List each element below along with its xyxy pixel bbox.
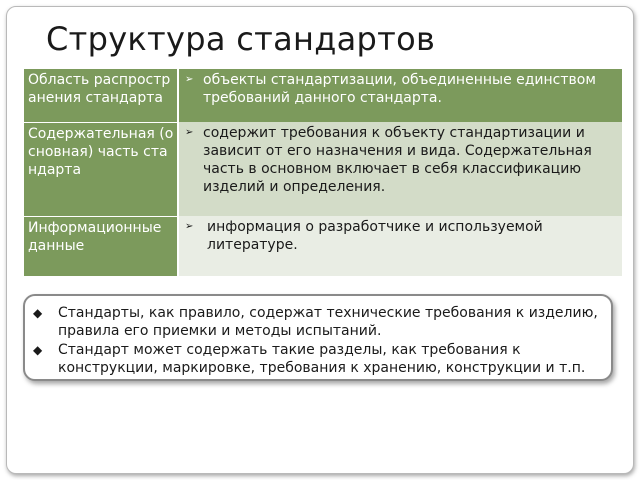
list-item <box>33 304 613 340</box>
arrow-bullet-icon: ➢ <box>185 74 194 85</box>
notes-list <box>33 304 613 378</box>
diamond-bullet-icon: ◆ <box>33 306 43 320</box>
bullet-item <box>179 69 622 107</box>
arrow-bullet-icon: ➢ <box>185 221 194 232</box>
row-content-text: информация о разработчике и используемой литературе. <box>207 219 543 253</box>
diamond-bullet-icon: ◆ <box>33 343 43 357</box>
list-item <box>33 341 613 377</box>
table-row <box>24 216 622 276</box>
row-label: Область распространения стандарта <box>24 69 178 122</box>
row-content <box>178 69 622 122</box>
notes-box <box>23 294 613 381</box>
row-content <box>178 216 622 276</box>
bullet-item <box>179 122 622 196</box>
row-content <box>178 122 622 216</box>
row-label: Информационные данные <box>24 216 178 276</box>
table-row <box>24 69 622 122</box>
structure-table <box>24 69 622 276</box>
arrow-bullet-icon: ➢ <box>185 127 194 138</box>
slide-title: Структура стандартов <box>46 20 436 58</box>
row-content-text: содержит требования к объекту стандартизации и зависит от его назначения и вида. Содержательная часть в основном включает в себя классификацию изделий и определения. <box>203 125 592 195</box>
note-text: Стандарты, как правило, содержат технические требования к изделию, правила его приемки и методы испытаний. <box>58 305 598 339</box>
bullet-item <box>179 216 622 254</box>
row-label: Содержательная (основная) часть стандарта <box>24 122 178 216</box>
row-content-text: объекты стандартизации, объединенные единством требований данного стандарта. <box>203 72 596 106</box>
table-row <box>24 122 622 216</box>
note-text: Стандарт может содержать такие разделы, как требования к конструкции, маркировке, требования к хранению, конструкции и т.п. <box>58 342 586 376</box>
